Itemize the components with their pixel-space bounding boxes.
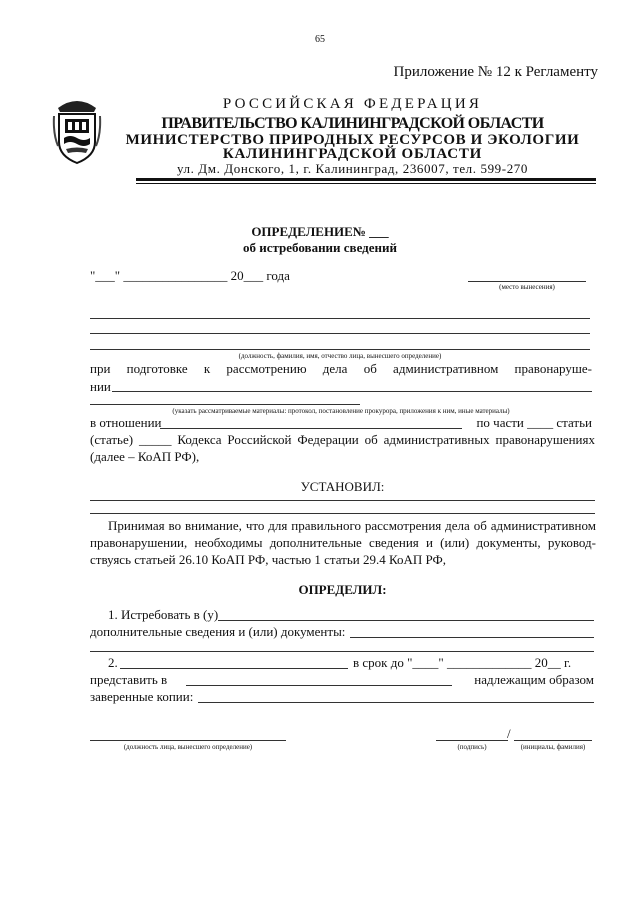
sig-initials-field[interactable] bbox=[514, 740, 592, 741]
header-rule-thin bbox=[136, 183, 596, 184]
article-part: по части ____ статьи bbox=[476, 415, 592, 430]
header-ministry: МИНИСТЕРСТВО ПРИРОДНЫХ РЕСУРСОВ И ЭКОЛОГИИ bbox=[125, 132, 580, 148]
page-number: 65 bbox=[315, 34, 325, 45]
sig-signature-field[interactable] bbox=[436, 740, 508, 741]
regarding-label: в отношении bbox=[90, 415, 162, 430]
item-1-docs-field[interactable] bbox=[350, 637, 594, 638]
proper-form-label: надлежащим образом bbox=[474, 672, 594, 687]
official-field-3[interactable] bbox=[90, 349, 590, 350]
certified-copies-label: заверенные копии: bbox=[90, 689, 194, 704]
decided-heading: ОПРЕДЕЛИЛ: bbox=[298, 582, 387, 597]
established-heading: УСТАНОВИЛ: bbox=[300, 479, 385, 494]
sig-signature-caption: (подпись) bbox=[457, 743, 487, 751]
document-subtitle: об истребовании сведений bbox=[242, 240, 397, 255]
official-caption: (должность, фамилия, имя, отчество лица, вынесшего определение) bbox=[238, 352, 442, 360]
header-federation: РОССИЙСКАЯ ФЕДЕРАЦИЯ bbox=[222, 96, 483, 112]
document-title: ОПРЕДЕЛЕНИЕ№ ___ bbox=[251, 224, 389, 239]
preparation-line-1: при подготовке к рассмотрению дела об административном правонаруше- bbox=[90, 361, 592, 376]
present-to-field[interactable] bbox=[186, 685, 452, 686]
place-field[interactable] bbox=[468, 281, 586, 282]
coat-of-arms-icon bbox=[52, 94, 102, 166]
date-line: "___" ________________ 20___ года bbox=[90, 268, 290, 283]
header-address: ул. Дм. Донского, 1, г. Калининград, 236007, тел. 599-270 bbox=[176, 161, 529, 176]
sig-official-caption: (должность лица, вынесшего определение) bbox=[123, 743, 253, 751]
item-2-deadline: в срок до "____" _____________ 20__ г. bbox=[353, 655, 572, 670]
appendix-reference: Приложение № 12 к Регламенту bbox=[393, 64, 598, 80]
item-1-field[interactable] bbox=[218, 620, 594, 621]
preparation-line-2: нии bbox=[90, 379, 111, 394]
materials-field-1[interactable] bbox=[112, 391, 592, 392]
paragraph-line-1: Принимая во внимание, что для правильного рассмотрения дела об административном bbox=[108, 518, 596, 533]
code-line: (статье) _____ Кодекса Российской Федерации об административных правонарушениях bbox=[90, 432, 595, 447]
sig-initials-caption: (инициалы, фамилия) bbox=[520, 743, 586, 751]
paragraph-line-2: правонарушении, необходимы дополнительные сведения и (или) документы, руковод- bbox=[90, 535, 596, 550]
materials-field-2[interactable] bbox=[90, 404, 360, 405]
certified-copies-field[interactable] bbox=[198, 702, 594, 703]
established-field-1[interactable] bbox=[90, 500, 595, 501]
established-field-2[interactable] bbox=[90, 513, 595, 514]
header-government: ПРАВИТЕЛЬСТВО КАЛИНИНГРАДСКОЙ ОБЛАСТИ bbox=[161, 115, 544, 132]
regarding-field[interactable] bbox=[160, 428, 462, 429]
sig-official-field[interactable] bbox=[90, 740, 286, 741]
item-1-label: 1. Истребовать в (у) bbox=[108, 607, 219, 622]
item-1-extra-field[interactable] bbox=[90, 651, 594, 652]
official-field-2[interactable] bbox=[90, 333, 590, 334]
item-1-docs: дополнительные сведения и (или) документы: bbox=[90, 624, 346, 639]
present-to-label: представить в bbox=[90, 672, 168, 687]
item-2-label: 2. bbox=[108, 655, 118, 670]
header-region: КАЛИНИНГРАДСКОЙ ОБЛАСТИ bbox=[222, 146, 483, 162]
place-caption: (место вынесения) bbox=[499, 283, 555, 291]
header-rule-thick bbox=[136, 178, 596, 181]
sig-slash: / bbox=[507, 726, 511, 741]
official-field-1[interactable] bbox=[90, 318, 590, 319]
materials-caption: (указать рассматриваемые материалы: протокол, постановление прокурора, приложения к ним, иные материалы) bbox=[172, 407, 510, 415]
item-2-field[interactable] bbox=[120, 668, 348, 669]
paragraph-line-3: ствуясь статьей 26.10 КоАП РФ, частью 1 статьи 29.4 КоАП РФ, bbox=[90, 552, 447, 567]
koap-line: (далее – КоАП РФ), bbox=[90, 449, 200, 464]
